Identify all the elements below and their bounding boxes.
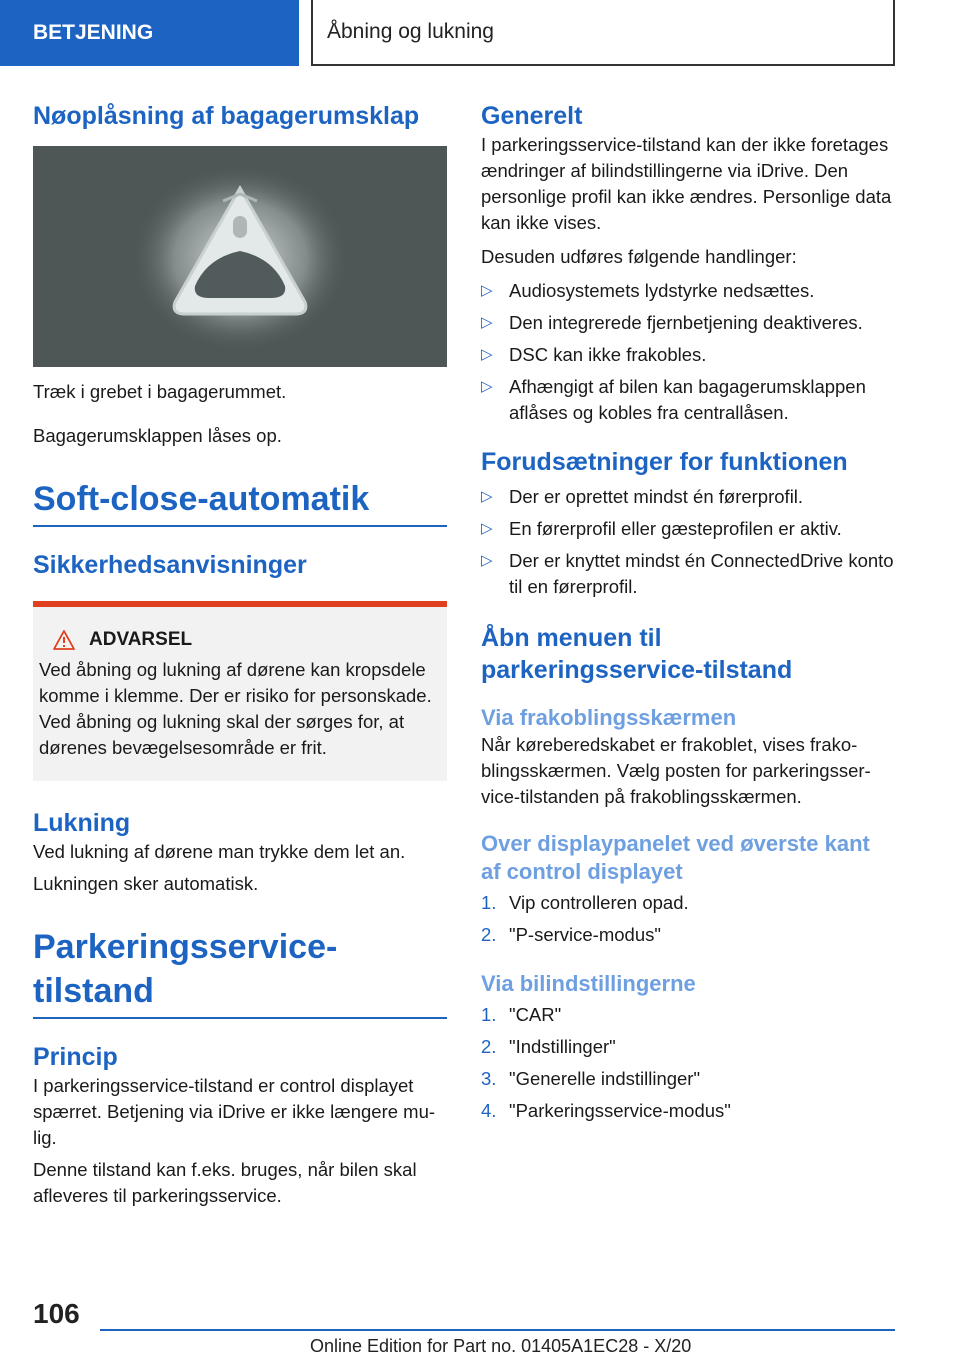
heading-parking-service: Parkeringsservice-tilstand <box>33 925 447 1019</box>
list-item: ▷ Afhængigt af bilen kan bagagerumsklappen aflåses og kobles fra centrallåsen. <box>481 376 866 423</box>
heading-via-display-panel: Over displaypanelet ved øverste kant af control displayet <box>481 831 870 884</box>
heading-principle: Princip <box>33 1043 118 1071</box>
heading-safety: Sikkerhedsanvisninger <box>33 551 307 579</box>
footer-edition: Online Edition for Part no. 01405A1EC28 - X/20 <box>310 1336 692 1356</box>
warning-box <box>33 601 447 781</box>
list-item: 2. "P-service-modus" <box>481 924 661 945</box>
header-chapter <box>311 0 895 66</box>
list-item: 1. "CAR" <box>481 1004 562 1025</box>
triangle-bullet-icon: ▷ <box>481 378 493 395</box>
list-item: 2. "Indstillinger" <box>481 1036 616 1057</box>
triangle-bullet-icon: ▷ <box>481 552 493 569</box>
list-item: ▷ Den integrerede fjernbetjening deaktiveres. <box>481 310 901 336</box>
trunk-release-handle-image <box>33 146 447 367</box>
paragraph-pull-handle: Træk i grebet i bagagerummet. <box>33 381 287 402</box>
list-item: 3. "Generelle indstillinger" <box>481 1068 701 1089</box>
header-section-label: BETJENING <box>33 21 154 44</box>
list-item: ▷ DSC kan ikke frakobles. <box>481 342 901 368</box>
footer-divider <box>100 1329 895 1331</box>
steps-settings-list <box>481 1002 901 1124</box>
heading-via-disconnect-screen: Via frakoblingsskærmen <box>481 705 737 730</box>
triangle-bullet-icon: ▷ <box>481 520 493 537</box>
paragraph-unlocked: Bagagerumsklappen låses op. <box>33 425 282 446</box>
list-item: ▷ Audiosystemets lydstyrke nedsættes. <box>481 278 901 304</box>
right-column <box>481 100 901 1124</box>
list-item: 4. "Parkeringsservice-modus" <box>481 1100 731 1121</box>
steps-panel-list <box>481 890 901 948</box>
heading-prerequisites: Forudsætninger for funktionen <box>481 448 848 476</box>
list-item: ▷ Der er oprettet mindst én førerprofil. <box>481 484 901 510</box>
heading-via-settings: Via bilindstillingerne <box>481 971 696 996</box>
heading-general: Generelt <box>481 102 583 130</box>
list-item: 1. Vip controlleren opad. <box>481 892 689 913</box>
heading-soft-close: Soft-close-automatik <box>33 477 447 527</box>
header-chapter-label: Åbning og lukning <box>327 20 494 43</box>
paragraph-general-2: Desuden udføres følgende handlinger: <box>481 246 797 267</box>
warning-triangle-icon <box>53 630 75 650</box>
prerequisites-list <box>481 484 901 600</box>
triangle-bullet-icon: ▷ <box>481 314 493 331</box>
page-number: 106 <box>33 1298 80 1329</box>
heading-open-menu: Åbn menuen til parkeringsservice-tilstand <box>481 624 793 684</box>
triangle-bullet-icon: ▷ <box>481 488 493 505</box>
warning-text: Ved åbning og lukning af dørene kan kropsdele komme i klemme. Der er risiko for personskade. Ved åbning og lukning skal der sørges for, at dørenes bevægelsesområde er frit. <box>39 659 432 758</box>
triangle-bullet-icon: ▷ <box>481 282 493 299</box>
handle-illustration <box>33 146 447 367</box>
triangle-bullet-icon: ▷ <box>481 346 493 363</box>
paragraph-principle-2: Denne tilstand kan f.eks. bruges, når bilen skal afleveres til parkeringsservice. <box>33 1159 417 1206</box>
paragraph-closing-1: Ved lukning af dørene man trykke dem let an. <box>33 841 406 862</box>
list-item: ▷ Der er knyttet mindst én ConnectedDrive konto til en førerprofil. <box>481 550 894 597</box>
paragraph-general-1: I parkeringsservice-tilstand kan der ikke foretages ændringer af bilindstillingerne via iDrive. Den personlige profil kan ikke ændres. Personlige data kan ikke vises. <box>481 134 892 233</box>
header-section <box>0 0 299 66</box>
warning-title: ADVARSEL <box>89 629 193 650</box>
actions-list <box>481 278 901 426</box>
list-item: ▷ En førerprofil eller gæsteprofilen er aktiv. <box>481 516 901 542</box>
paragraph-via-disconnect: Når køreberedskabet er frakoblet, vises frakoblingsskærmen. Vælg posten for parkeringsservice-tilstanden på frakoblingsskærmen. <box>481 734 871 807</box>
heading-closing: Lukning <box>33 809 131 837</box>
paragraph-closing-2: Lukningen sker automatisk. <box>33 873 259 894</box>
paragraph-principle-1: I parkeringsservice-tilstand er control displayet spærret. Betjening via iDrive er ikke længere mulig. <box>33 1075 436 1148</box>
heading-emergency-release: Nøoplåsning af bagagerumsklap <box>33 102 420 130</box>
left-column <box>33 100 447 1209</box>
